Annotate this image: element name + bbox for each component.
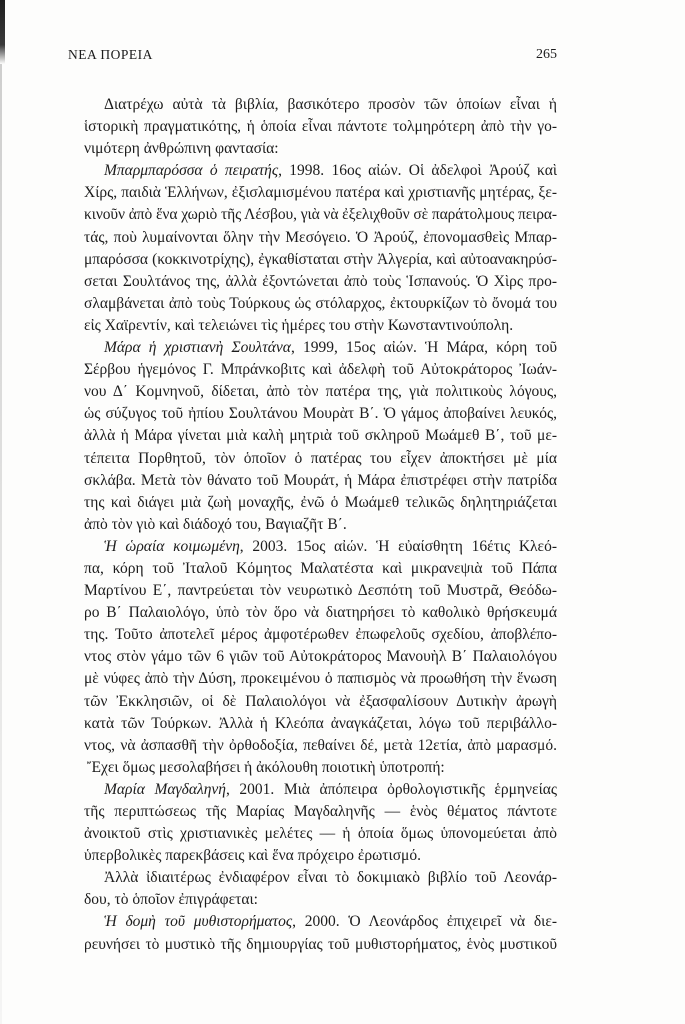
text-line: Χίρς, παιδιὰ Ἑλλήνων, ἐξισλαμισμένου πατέρα καὶ χριστιανῆς μητέρας, ξε- (84, 184, 557, 202)
text-line: ἀλλὰ ἡ Μάρα γίνεται μιὰ καλὴ μητριὰ τοῦ σκληροῦ Μωάμεθ Β΄, τοῦ με- (84, 427, 557, 445)
scan-edge-shadow (0, 0, 5, 64)
text-run: , 2003. 15ος αἰών. Ἡ εὐαίσθητη 16έτις Κλεό- (239, 537, 557, 555)
text-run: , 2000. Ὁ Λεονάρδος ἐπιχειρεῖ νὰ διε- (292, 913, 557, 931)
text-line (84, 911, 557, 933)
text-line: ντος, νὰ ἀσπασθῆ τὴν ὀρθοδοξία, πεθαίνει δέ, μετὰ 12ετία, ἀπὸ μαρασμό. (84, 736, 557, 754)
book-title: Ἡ δομὴ τοῦ μυθιστορήματος (104, 913, 293, 931)
book-title: Ἡ ὡραία κοιμωμένη (104, 537, 240, 555)
text-line (84, 160, 557, 182)
paragraph-book-entry (84, 160, 557, 337)
book-title: Μαρία Μαγδαληνή (104, 780, 226, 798)
text-line: σλαμβάνεται ἀπὸ τοὺς Τούρκους ὡς στόλαρχος, ἐκτουρκίζων τὸ ὄνομά του (84, 294, 557, 312)
text-line: μπαρόσσα (κοκκινοτρίχης), ἐγκαθίσταται στὴν Ἀλγερία, καὶ αὐτοανακηρύσ- (84, 250, 557, 268)
text-line: κατὰ τῶν Τούρκων. Ἀλλὰ ἡ Κλεόπα ἀναγκάζεται, λόγω τοῦ περιβάλλο- (84, 714, 557, 732)
paragraph-transition (84, 757, 557, 779)
text-line: σεται Σουλτάνος της, ἀλλὰ ἐξοντώνεται ἀπὸ τοὺς Ἱσπανούς. Ὁ Χὶρς προ- (84, 272, 557, 290)
text-line (84, 779, 557, 801)
text-line: ἱστορικὴ πραγματικότης, ἡ ὁποία εἶναι πάντοτε τολμηρότερη ἀπὸ τὴν γο- (84, 118, 557, 136)
text-run: , 1999, 15ος αἰών. Ἡ Μάρα, κόρη τοῦ (290, 339, 557, 357)
running-head: ΝΕΑ ΠΟΡΕΙΑ (68, 47, 153, 62)
paragraph-book-entry (84, 536, 557, 757)
text-line: ἀνοικτοῦ στὶς χριστιανικὲς μελέτες — ἡ ὁποία ὅμως ὑπονομεύεται ἀπὸ (84, 825, 557, 843)
text-line: τῶν Ἐκκλησιῶν, οἱ δὲ Παλαιολόγοι νὰ ἐξασφαλίσουν Δυτικὴν ἀρωγὴ (84, 692, 557, 710)
text-line: κινοῦν ἀπὸ ἕνα χωριὸ τῆς Λέσβου, γιὰ νὰ ἐξελιχθοῦν σὲ παράτολμους πειρα- (84, 206, 557, 224)
paragraph-intro (84, 94, 557, 160)
text-line: Ἀλλὰ ἰδιαιτέρως ἐνδιαφέρον εἶναι τὸ δοκιμιακὸ βιβλίο τοῦ Λεονάρ- (104, 869, 557, 887)
book-title: Μπαρμπαρόσσα ὁ πειρατής (104, 162, 279, 180)
text-line: εἰς Χαϊρεντίν, καὶ τελειώνει τὶς ἡμέρες του στὴν Κωνσταντινούπολη. (84, 316, 514, 334)
text-line: σκλάβα. Μετὰ τὸν θάνατο τοῦ Μουράτ, ἡ Μάρα ἐπιστρέφει στὴν πατρίδα (84, 471, 557, 489)
paragraph-intro-essay (84, 867, 557, 911)
text-line: Μαρτίνου Ε΄, παντρεύεται τὸν νευρωτικὸ Δεσπότη τοῦ Μυστρᾶ, Θεόδω- (84, 582, 557, 600)
text-line: ἀπὸ τὸν γιὸ καὶ διάδοχό του, Βαγιαζῆτ Β΄. (84, 515, 347, 533)
text-line: νου Δ΄ Κομνηνοῦ, δίδεται, ἀπὸ τὸν πατέρα της, γιὰ πολιτικοὺς λόγους, (84, 383, 557, 401)
paragraph-book-entry (84, 911, 557, 955)
text-body (84, 94, 557, 956)
paragraph-book-entry (84, 337, 557, 536)
text-line: τέπειτα Πορθητοῦ, τὸν ὁποῖον ὁ πατέρας του εἶχεν ἀποκτήσει μὲ μία (84, 449, 557, 467)
text-line (84, 536, 557, 558)
scan-edge-line (0, 64, 2, 1024)
text-run: , 2001. Μιὰ ἀπόπειρα ὀρθολογιστικῆς ἑρμηνείας (225, 780, 557, 798)
text-line: μὲ νύφες ἀπὸ τὴν Δύση, προκειμένου ὁ παπισμὸς νὰ προωθήση τὴν ἕνωση (84, 670, 557, 688)
text-line: ρο Β΄ Παλαιολόγο, ὑπὸ τὸν ὅρο νὰ διατηρήσει τὸ καθολικὸ θρήσκευμά (84, 604, 557, 622)
text-line: της. Τοῦτο ἀποτελεῖ μέρος ἀμφοτέρωθεν ἐπωφελοῦς σχεδίου, ἀποβλέπο- (84, 626, 557, 644)
text-line: τάς, ποὺ λυμαίνονται ὅλην τὴν Μεσόγειο. Ὁ Ἀρούζ, ἐπονομασθεὶς Μπαρ- (84, 228, 557, 246)
book-title: Μάρα ἡ χριστιανὴ Σουλτάνα (104, 339, 291, 357)
text-line: ὡς σύζυγος τοῦ ἠπίου Σουλτάνου Μουρὰτ Β΄. Ὁ γάμος ἀποβαίνει λευκός, (84, 405, 557, 423)
text-line: τῆς περιπτώσεως τῆς Μαρίας Μαγδαληνῆς — ἑνὸς θέματος πάντοτε (84, 803, 557, 820)
text-line: ντος στὸν γάμο τῶν 6 γιῶν τοῦ Αὐτοκράτορος Μανουὴλ Β΄ Παλαιολόγου (84, 648, 557, 666)
text-line: Ἔχει ὅμως μεσολαβήσει ἡ ἀκόλουθη ποιοτικὴ ὑποτροπή: (87, 758, 445, 776)
text-line: δου, τὸ ὁποῖον ἐπιγράφεται: (84, 891, 258, 909)
page-number: 265 (536, 47, 557, 62)
text-line: ὑπερβολικὲς παρεκβάσεις καὶ ἕνα πρόχειρο ἐρωτισμό. (84, 847, 421, 865)
text-line: ρευνήσει τὸ μυστικὸ τῆς δημιουργίας τοῦ μυθιστορήματος, ἑνὸς μυστικοῦ (84, 935, 557, 953)
text-line: της καὶ διάγει μιὰ ζωὴ μοναχῆς, ἐνῶ ὁ Μωάμεθ τελικῶς δηλητηριάζεται (84, 493, 557, 511)
text-run: , 1998. 16ος αἰών. Οἱ ἀδελφοὶ Ἀρούζ καὶ (278, 162, 557, 180)
text-line (84, 337, 557, 359)
text-line: πα, κόρη τοῦ Ἰταλοῦ Κόμητος Μαλατέστα καὶ μικρανεψιὰ τοῦ Πάπα (84, 559, 557, 577)
text-line: Σέρβου ἡγεμόνος Γ. Μπράνκοβιτς καὶ ἀδελφὴ τοῦ Αὐτοκράτορος Ἰωάν- (84, 361, 557, 379)
text-line: νιμότερη ἀνθρώπινη φαντασία: (84, 140, 279, 158)
text-line: Διατρέχω αὐτὰ τὰ βιβλία, βασικότερο προσὸν τῶν ὁποίων εἶναι ἡ (104, 96, 557, 113)
paragraph-book-entry (84, 779, 557, 867)
